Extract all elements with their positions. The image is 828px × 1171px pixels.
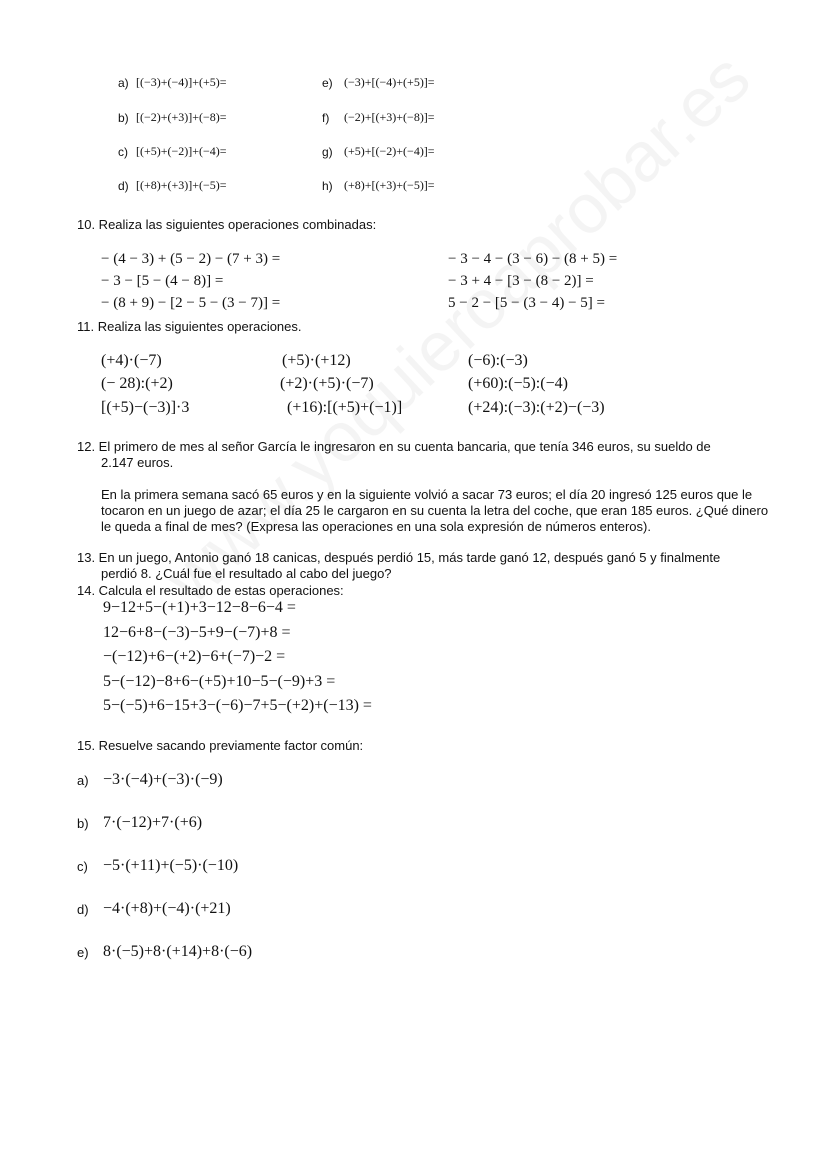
item-label: a) xyxy=(118,76,129,90)
expression: 9−12+5−(+1)+3−12−8−6−4 = xyxy=(103,599,296,616)
question-title: 14. Calcula el resultado de estas operaciones: xyxy=(77,583,344,598)
expression: 5−(−5)+6−15+3−(−6)−7+5−(+2)+(−13) = xyxy=(103,697,372,714)
item-label: g) xyxy=(322,145,333,159)
item-label: d) xyxy=(118,179,129,193)
expression: −4·(+8)+(−4)·(+21) xyxy=(103,900,231,917)
question-title: 10. Realiza las siguientes operaciones combinadas: xyxy=(77,217,377,232)
expression: 12−6+8−(−3)−5+9−(−7)+8 = xyxy=(103,624,291,641)
expression: (+24):(−3):(+2)−(−3) xyxy=(468,399,605,416)
expression: [(+5)+(−2)]+(−4)= xyxy=(136,144,227,158)
expression: −(−12)+6−(+2)−6+(−7)−2 = xyxy=(103,648,286,665)
item-label: h) xyxy=(322,179,333,193)
expression: − (4 − 3) + (5 − 2) − (7 + 3) = xyxy=(101,251,281,267)
item-label: c) xyxy=(118,145,128,159)
expression: [(+5)−(−3)]·3 xyxy=(101,399,190,416)
question-body: En la primera semana sacó 65 euros y en la siguiente volvió a sacar 73 euros; el día 20 ingresó 125 euros que le tocaron en un juego de azar; el día 25 le cargaron en su cuenta la letra del coche, que eran 185 euros. ¿Qué dinero le queda a final de mes? (Expresa las operaciones en una sola expresión de números enteros). xyxy=(101,487,769,534)
item-label: a) xyxy=(77,773,89,788)
expression: 8·(−5)+8·(+14)+8·(−6) xyxy=(103,943,253,960)
expression: (+8)+[(+3)+(−5)]= xyxy=(344,178,435,192)
question-title-continued: 2.147 euros. xyxy=(101,455,174,470)
expression: −5·(+11)+(−5)·(−10) xyxy=(103,857,239,874)
expression: (+16):[(+5)+(−1)] xyxy=(287,399,403,416)
question-title: 12. El primero de mes al señor García le ingresaron en su cuenta bancaria, que tenía 346 euros, su sueldo de xyxy=(77,439,711,454)
expression: (−2)+[(+3)+(−8)]= xyxy=(344,110,435,124)
expression: − 3 − 4 − (3 − 6) − (8 + 5) = xyxy=(448,251,618,267)
question-title-continued: perdió 8. ¿Cuál fue el resultado al cabo del juego? xyxy=(101,566,392,581)
expression: 5 − 2 − [5 − (3 − 4) − 5] = xyxy=(448,295,605,311)
expression: 7·(−12)+7·(+6) xyxy=(103,814,203,831)
item-label: f) xyxy=(322,111,330,125)
question-title: 13. En un juego, Antonio ganó 18 canicas, después perdió 15, más tarde ganó 12, después ganó 5 y finalmente xyxy=(77,550,721,565)
expression: [(−2)+(+3)]+(−8)= xyxy=(136,110,227,124)
item-label: b) xyxy=(118,111,129,125)
expression: [(−3)+(−4)]+(+5)= xyxy=(136,75,227,89)
expression: −3·(−4)+(−3)·(−9) xyxy=(103,771,223,788)
item-label: b) xyxy=(77,816,89,831)
question-title: 15. Resuelve sacando previamente factor común: xyxy=(77,738,364,753)
item-label: c) xyxy=(77,859,88,874)
expression: (+60):(−5):(−4) xyxy=(468,375,568,392)
expression: (− 28):(+2) xyxy=(101,375,173,392)
expression: 5−(−12)−8+6−(+5)+10−5−(−9)+3 = xyxy=(103,673,336,690)
item-label: d) xyxy=(77,902,89,917)
expression: − 3 − [5 − (4 − 8)] = xyxy=(101,273,224,289)
expression: − 3 + 4 − [3 − (8 − 2)] = xyxy=(448,273,594,289)
expression: − (8 + 9) − [2 − 5 − (3 − 7)] = xyxy=(101,295,281,311)
item-label: e) xyxy=(77,945,89,960)
expression: [(+8)+(+3)]+(−5)= xyxy=(136,178,227,192)
expression: (+5)+[(−2)+(−4)]= xyxy=(344,144,435,158)
expression: (−6):(−3) xyxy=(468,352,528,369)
expression: (+4)·(−7) xyxy=(101,352,162,369)
question-title: 11. Realiza las siguientes operaciones. xyxy=(77,319,302,334)
item-label: e) xyxy=(322,76,333,90)
expression: (−3)+[(−4)+(+5)]= xyxy=(344,75,435,89)
expression: (+5)·(+12) xyxy=(282,352,351,369)
expression: (+2)·(+5)·(−7) xyxy=(280,375,374,392)
